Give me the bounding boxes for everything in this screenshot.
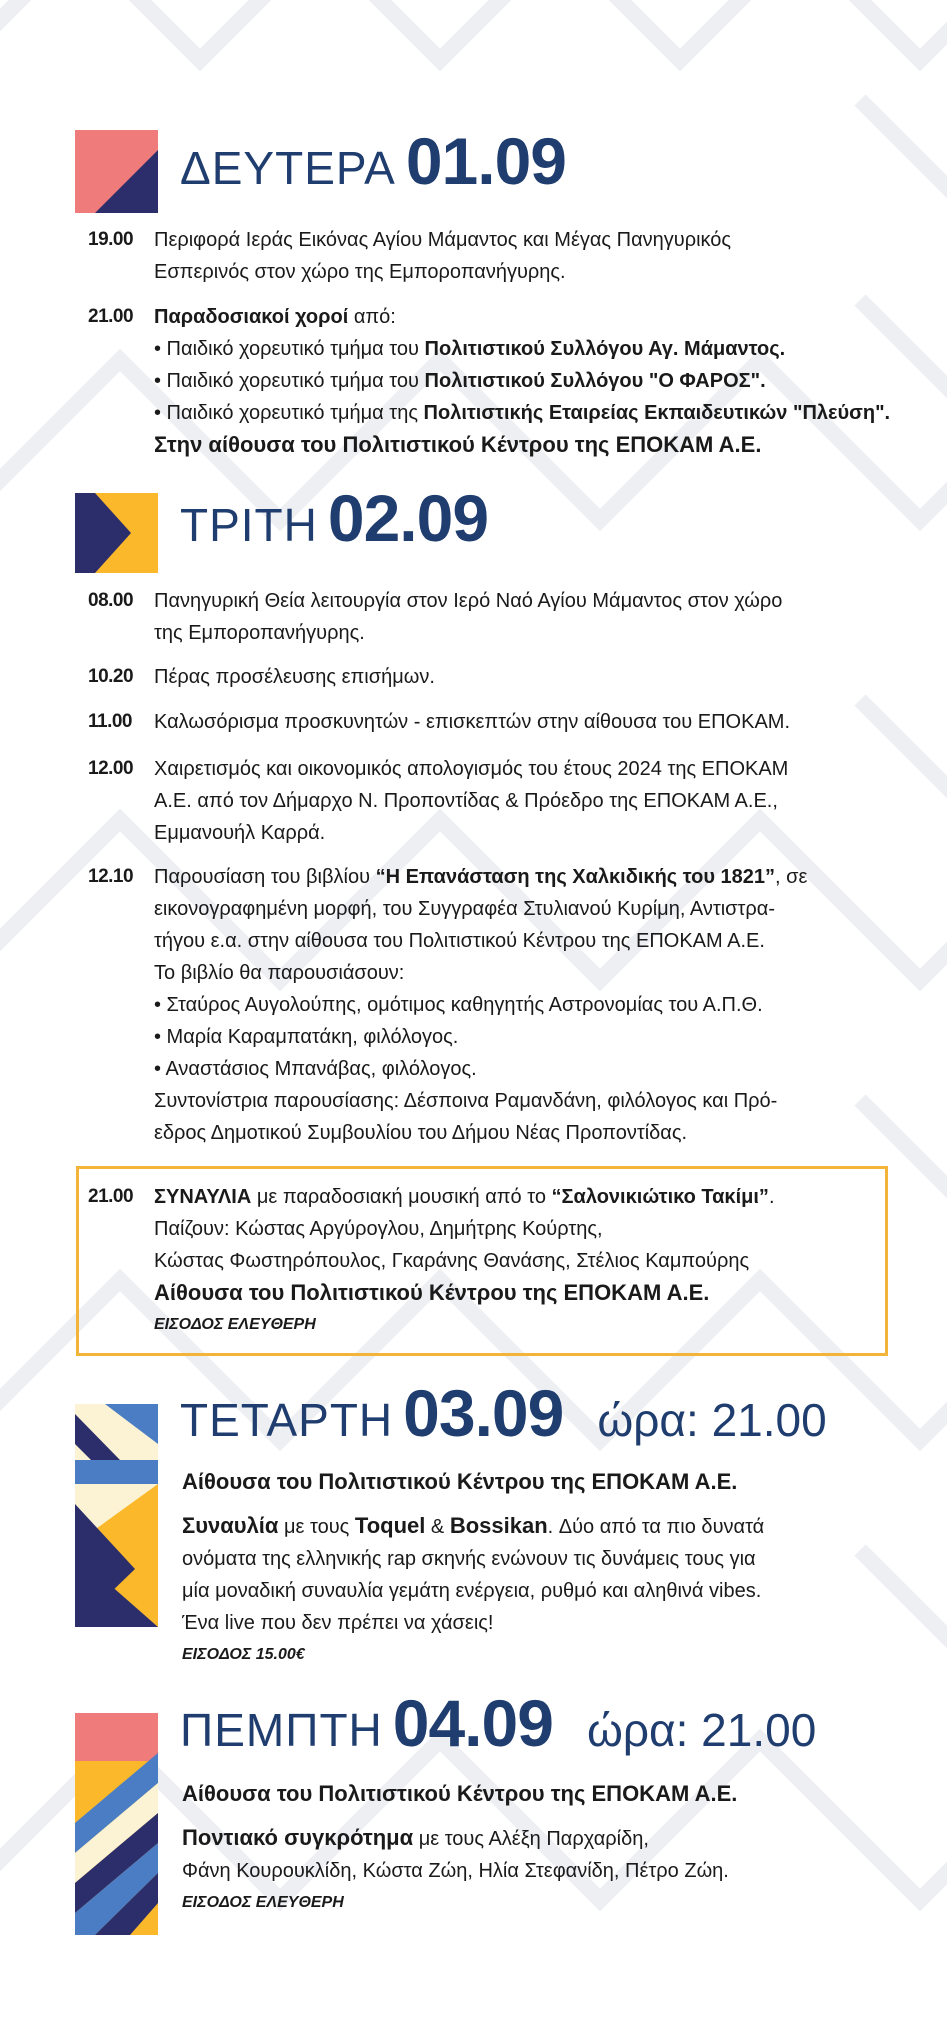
event-text: μία μοναδική συναυλία γεμάτη ενέργεια, ρυθμό και αληθινά vibes. [182, 1580, 762, 1602]
event-tuesday-21 [88, 1181, 907, 1341]
event-text: Φάνη Κουρουκλίδη, Κώστα Ζώη, Ηλία Στεφανίδη, Πέτρο Ζώη. [182, 1860, 729, 1882]
event-text: με παραδοσιακή μουσική από το [251, 1186, 552, 1208]
event-text: Καλωσόρισμα προσκυνητών - επισκεπτών στην αίθουσα του ΕΠΟΚΑΜ. [154, 711, 791, 733]
event-time: 11.00 [88, 711, 132, 732]
event-tuesday-1020 [88, 661, 907, 693]
event-text: Ένα live που δεν πρέπει να χάσεις! [182, 1612, 494, 1634]
day-name: ΤΡΙΤΗ [180, 499, 318, 551]
event-text: Πανηγυρική Θεία λειτουργία στον Ιερό Ναό Αγίου Μάμαντος στον χώρο [154, 590, 783, 612]
event-text: εικονογραφημένη μορφή, του Συγγραφέα Στυλιανού Κυρίμη, Αντιστρα- [154, 898, 776, 920]
striped-diagonal-pattern-icon [75, 1713, 158, 1935]
event-text: Περιφορά Ιεράς Εικόνας Αγίου Μάμαντος και Μέγας Πανηγυρικός [154, 229, 732, 251]
list-item: • Σταύρος Αυγολούπης, ομότιμος καθηγητής Αστρονομίας του Α.Π.Θ. [154, 994, 763, 1016]
event-title: Ποντιακό συγκρότημα [182, 1825, 414, 1850]
event-tuesday-11 [88, 706, 907, 738]
list-item: • Παιδικό χορευτικό τμήμα του [154, 338, 425, 360]
event-tuesday-08 [88, 585, 907, 649]
day-header-wednesday [180, 1376, 827, 1450]
list-item: • Αναστάσιος Μπανάβας, φιλόλογος. [154, 1058, 477, 1080]
day-date: 01.09 [405, 124, 566, 198]
event-tuesday-1210 [88, 861, 907, 1149]
event-text: Πέρας προσέλευσης επισήμων. [154, 666, 435, 688]
day-name: ΠΕΜΠΤΗ [180, 1704, 383, 1756]
event-monday-21 [88, 301, 907, 461]
day-date: 03.09 [403, 1376, 564, 1450]
event-time: 21.00 [88, 306, 134, 327]
list-item: • Μαρία Καραμπατάκη, φιλόλογος. [154, 1026, 459, 1048]
event-title: Παραδοσιακοί χοροί [154, 306, 349, 328]
event-text: Παρουσίαση του βιβλίου [154, 866, 376, 888]
day-name: ΤΕΤΑΡΤΗ [180, 1394, 394, 1446]
event-text: εδρος Δημοτικού Συμβουλίου του Δήμου Νέας Προποντίδας. [154, 1122, 688, 1144]
entry-note: ΕΙΣΟΔΟΣ ΕΛΕΥΘΕΡΗ [154, 1316, 316, 1333]
event-text: Εσπερινός στον χώρο της Εμποροπανήγυρης. [154, 261, 566, 283]
wednesday-details [182, 1466, 897, 1671]
list-item-bold: Πολιτιστικού Συλλόγου Αγ. Μάμαντος. [424, 338, 786, 360]
navy-yellow-arrow-square-icon [75, 493, 158, 573]
day-hour: ώρα: 21.00 [586, 1704, 817, 1756]
event-time: 12.00 [88, 758, 134, 779]
event-text: Χαιρετισμός και οικονομικός απολογισμός του έτους 2024 της ΕΠΟΚΑΜ [154, 758, 789, 780]
list-item: • Παιδικό χορευτικό τμήμα του [154, 370, 425, 392]
event-time: 10.20 [88, 666, 134, 687]
entry-note: ΕΙΣΟΔΟΣ ΕΛΕΥΘΕΡΗ [182, 1894, 344, 1911]
event-text: Παίζουν: Κώστας Αργύρογλου, Δημήτρης Κούρτης, [154, 1218, 603, 1240]
event-monday-19 [88, 224, 907, 288]
event-time: 12.10 [88, 866, 134, 887]
event-text: της Εμποροπανήγυρης. [154, 622, 365, 644]
event-text: Εμμανουήλ Καρρά. [154, 822, 326, 844]
event-text: με τους Αλέξη Παρχαρίδη, [413, 1828, 649, 1850]
event-text: Α.Ε. από τον Δήμαρχο Ν. Προποντίδας & Πρόεδρο της ΕΠΟΚΑΜ Α.Ε., [154, 790, 778, 812]
list-item-bold: Πολιτιστικού Συλλόγου "Ο ΦΑΡΟΣ". [424, 370, 766, 392]
book-title: “Η Επανάσταση της Χαλκιδικής του 1821” [375, 866, 776, 888]
event-title: Συναυλία [182, 1513, 279, 1538]
day-hour: ώρα: 21.00 [597, 1394, 827, 1446]
event-text: Κώστας Φωστηρόπουλος, Γκαράνης Θανάσης, Στέλιος Καμπούρης [154, 1250, 750, 1272]
event-tuesday-12 [88, 753, 907, 849]
event-title: ΣΥΝΑΥΛΙΑ [154, 1186, 252, 1208]
event-text: τήγου ε.α. στην αίθουσα του Πολιτιστικού Κέντρου της ΕΠΟΚΑΜ Α.Ε. [154, 930, 765, 952]
event-text: ονόματα της ελληνικής rap σκηνής ενώνουν τις δυνάμεις τους για [182, 1548, 756, 1570]
event-text: . [768, 1186, 775, 1208]
event-text: . Δύο από τα πιο δυνατά [547, 1516, 765, 1538]
event-time: 19.00 [88, 229, 134, 250]
pink-navy-triangle-square-icon [75, 130, 158, 213]
event-time: 21.00 [88, 1186, 134, 1207]
day-header-thursday [180, 1686, 817, 1760]
event-time: 08.00 [88, 590, 134, 611]
event-venue: Στην αίθουσα του Πολιτιστικού Κέντρου της ΕΠΟΚΑΜ Α.Ε. [154, 432, 762, 457]
event-text: & [425, 1516, 450, 1538]
event-text: από: [348, 306, 396, 328]
day-name: ΔΕΥΤΕΡΑ [180, 142, 396, 194]
band-name: “Σαλονικιώτικο Τακίμι” [551, 1186, 769, 1208]
list-item-bold: Πολιτιστικής Εταιρείας Εκπαιδευτικών "Πλεύση". [423, 402, 891, 424]
artist-name: Bossikan [449, 1513, 548, 1538]
event-venue: Αίθουσα του Πολιτιστικού Κέντρου της ΕΠΟΚΑΜ Α.Ε. [182, 1781, 738, 1806]
day-date: 04.09 [392, 1686, 553, 1760]
striped-triangle-pattern-icon [75, 1404, 158, 1627]
event-venue: Αίθουσα του Πολιτιστικού Κέντρου της ΕΠΟΚΑΜ Α.Ε. [182, 1469, 738, 1494]
entry-note: ΕΙΣΟΔΟΣ 15.00€ [182, 1646, 305, 1663]
artist-name: Toquel [354, 1513, 426, 1538]
day-date: 02.09 [327, 481, 489, 555]
event-text: Συντονίστρια παρουσίασης: Δέσποινα Ραμανδάνη, φιλόλογος και Πρό- [154, 1090, 778, 1112]
event-venue: Αίθουσα του Πολιτιστικού Κέντρου της ΕΠΟΚΑΜ Α.Ε. [154, 1280, 710, 1305]
event-text: , σε [775, 866, 808, 888]
thursday-details [182, 1778, 897, 1919]
list-item: • Παιδικό χορευτικό τμήμα της [154, 402, 424, 424]
event-text: Το βιβλίο θα παρουσιάσουν: [154, 962, 405, 984]
event-text: με τους [278, 1516, 355, 1538]
